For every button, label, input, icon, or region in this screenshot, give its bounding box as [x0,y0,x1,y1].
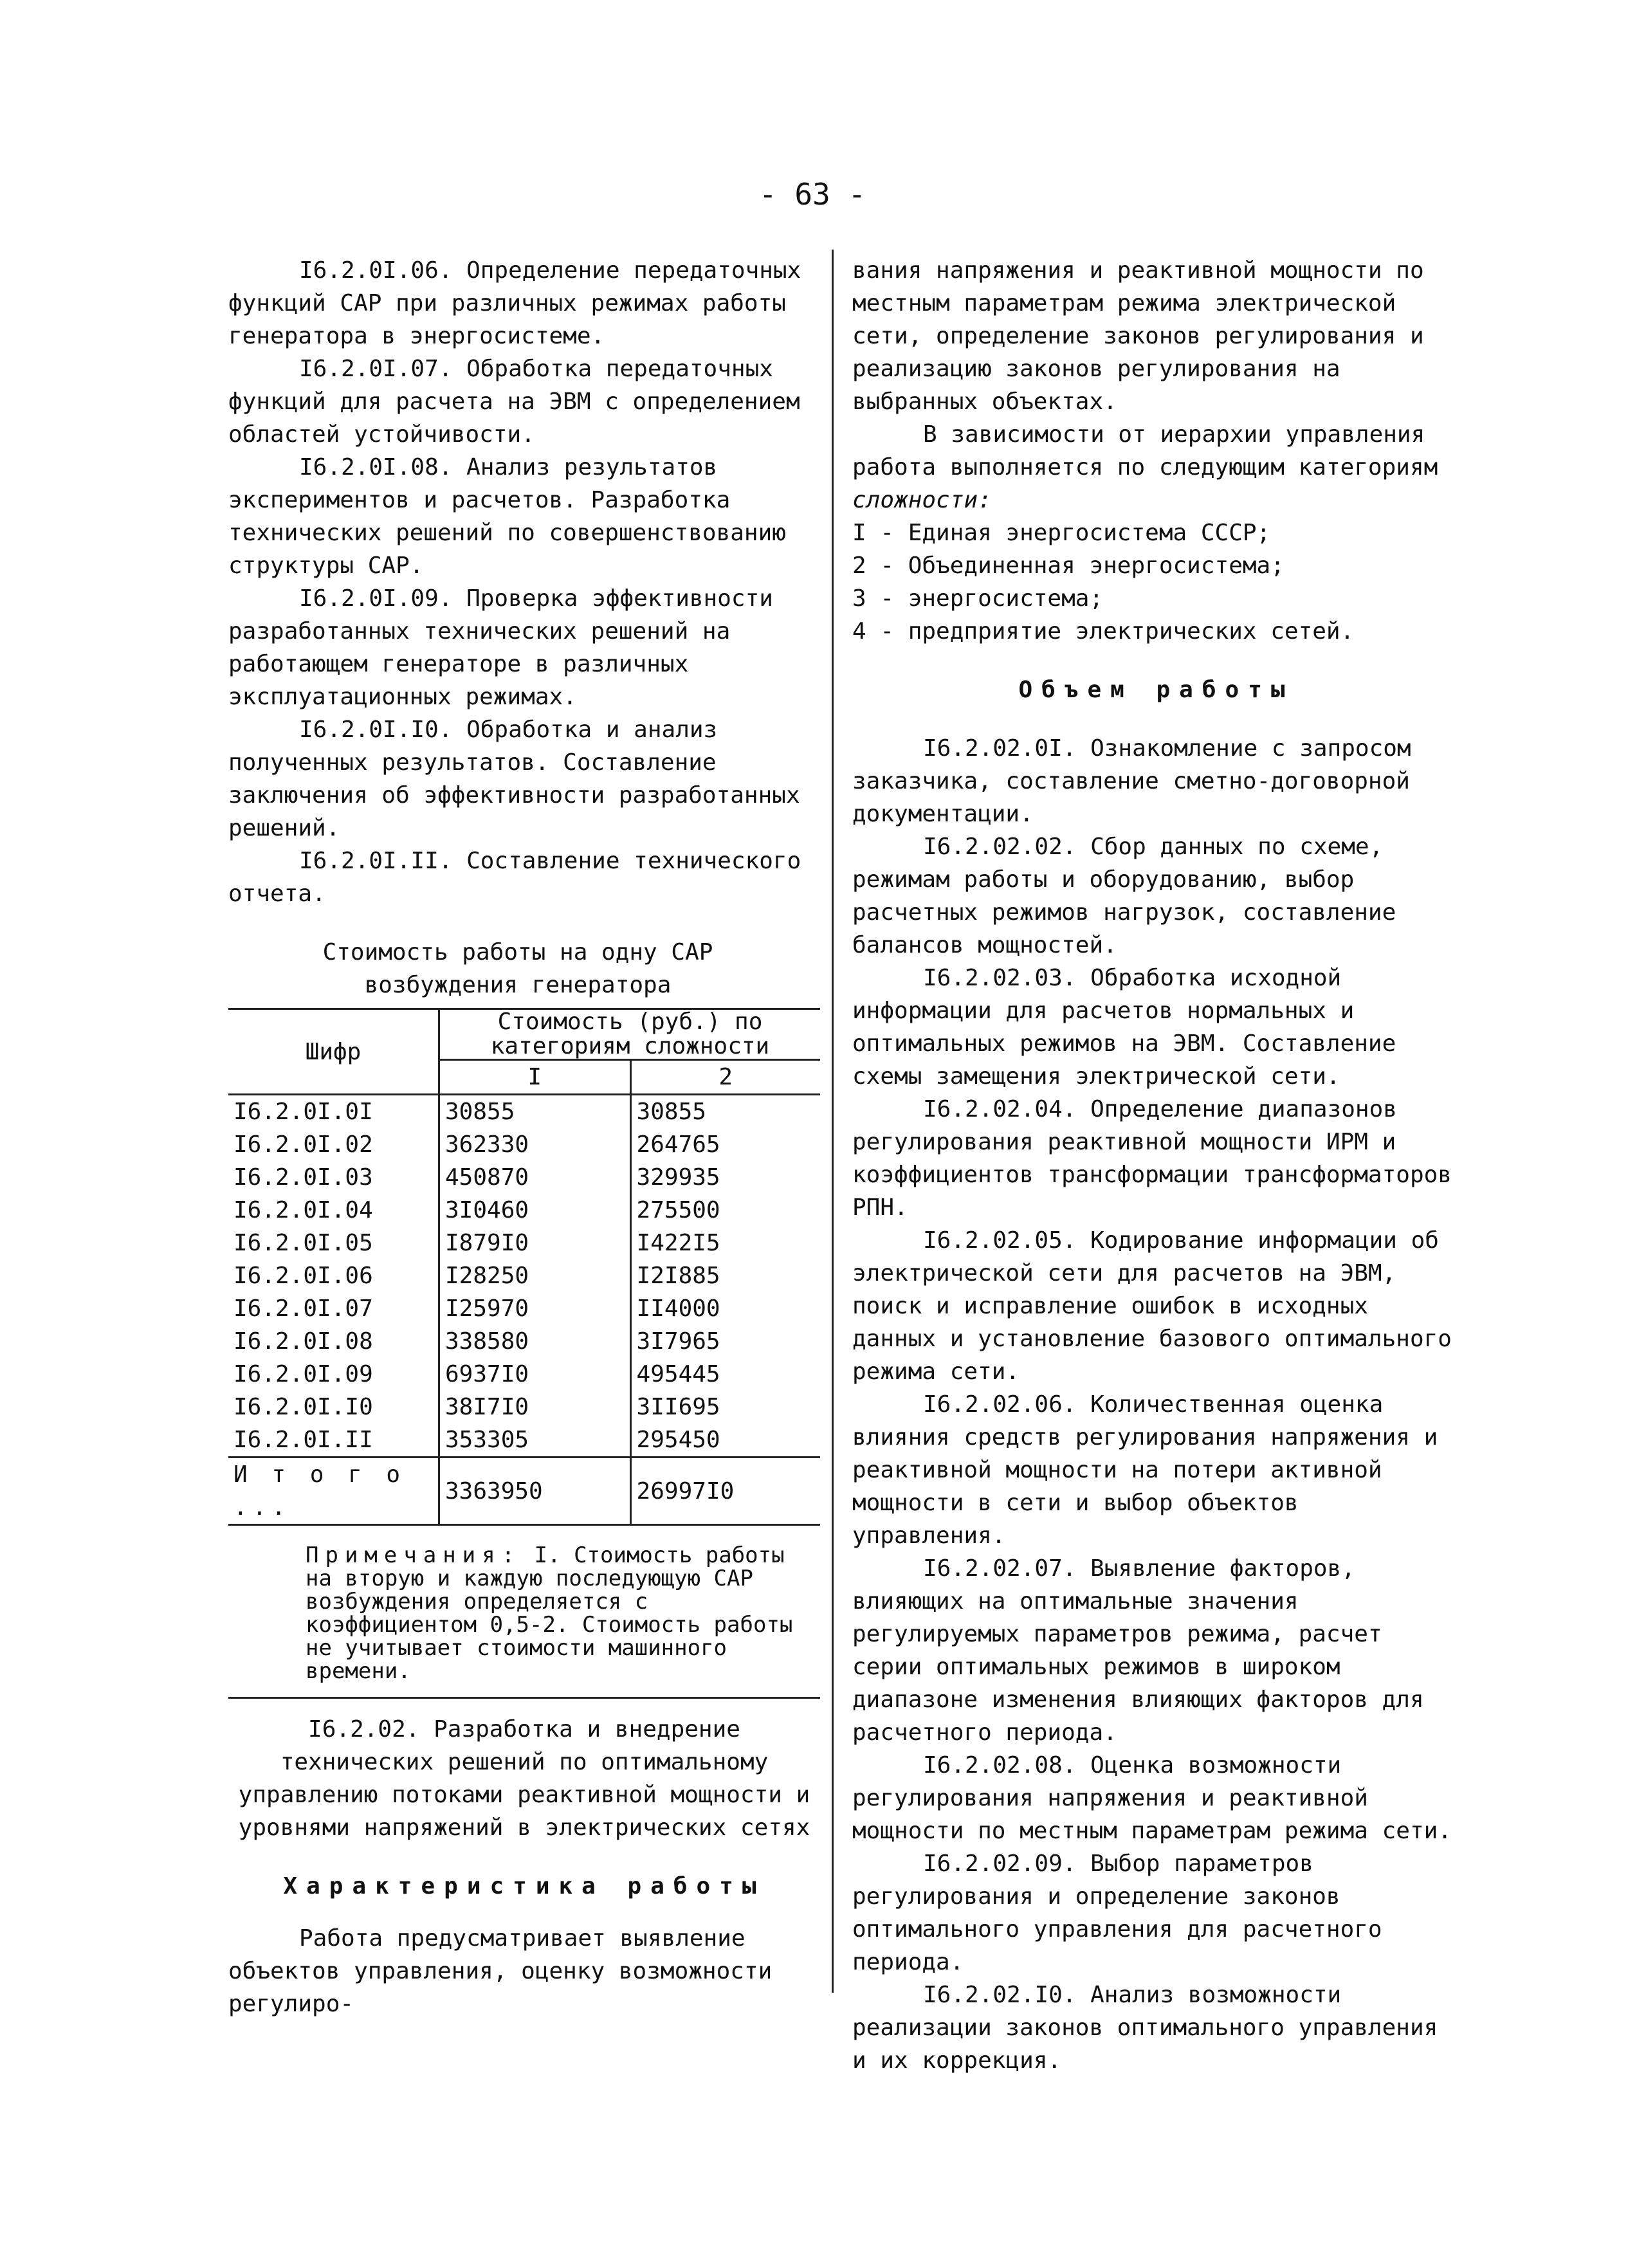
row-cat-1: 38I7I0 [439,1391,631,1423]
row-cat-2: I422I5 [630,1227,820,1259]
item-16-2-02-10: I6.2.02.I0. Анализ возможности реализации законов оптимального управления и их коррекция. [852,1982,1438,2074]
item-16-2-02-04: I6.2.02.04. Определение диапазонов регулирования реактивной мощности ИРМ и коэффициентов трансформации трансформаторов РПН. [852,1096,1452,1221]
total-label: И т о г о ... [233,1461,406,1521]
total-cat-1: 3363950 [439,1458,631,1525]
continuation-text: вания напряжения и реактивной мощности по местным параметрам режима электрической сети, определение законов регулирования и реализацию законов регулирования на выбранных объектах. [852,257,1424,415]
section-title: I6.2.02. Разработка и внедрение технических решений по оптимальному управлению потоками реактивной мощности и уровнями напряжений в электрических сетях [238,1716,810,1841]
item-16-2-01-07: I6.2.0I.07. Обработка передаточных функций для расчета на ЭВМ с определением областей устойчивости. [228,356,800,448]
category-3: 3 - энергосистема; [852,585,1104,612]
row-cat-1: 30855 [439,1095,631,1129]
left-column [228,254,820,2020]
item-16-2-01-06: I6.2.0I.06. Определение передаточных функций САР при различных режимах работы генератора в энергосистеме. [228,257,801,349]
row-code: I6.2.0I.02 [233,1131,373,1158]
table-row [228,1423,820,1458]
col-header-cat-2: 2 [630,1060,820,1095]
hierarchy-intro-text: В зависимости от иерархии управления работа выполняется по следующим категориям [852,421,1438,480]
row-cat-1: I28250 [439,1259,631,1292]
row-code: I6.2.0I.03 [233,1164,373,1191]
item-16-2-01-09: I6.2.0I.09. Проверка эффективности разработанных технических решений на работающем генераторе в различных эксплуатационных режимах. [228,585,773,710]
row-cat-2: 3II695 [630,1391,820,1423]
total-cat-2: 26997I0 [630,1458,820,1525]
row-cat-1: 3I0460 [439,1194,631,1227]
right-column [852,254,1460,2077]
table-row [228,1292,820,1325]
item-16-2-01-11: I6.2.0I.II. Составление технического отчета. [228,848,801,907]
table-row [228,1128,820,1161]
note-divider [228,1697,820,1699]
column-divider [832,250,834,1993]
row-cat-2: 495445 [630,1358,820,1391]
item-16-2-02-03: I6.2.02.03. Обработка исходной информации для расчетов нормальных и оптимальных режимов на ЭВМ. Составление схемы замещения электрической сети. [852,965,1396,1090]
table-row [228,1259,820,1292]
row-cat-2: 3I7965 [630,1325,820,1358]
row-code: I6.2.0I.08 [233,1328,373,1355]
row-code: I6.2.0I.0I [233,1099,373,1125]
table-row [228,1194,820,1227]
row-cat-2: 329935 [630,1161,820,1194]
table-row [228,1358,820,1391]
row-cat-1: 362330 [439,1128,631,1161]
item-16-2-01-10: I6.2.0I.I0. Обработка и анализ полученных результатов. Составление заключения об эффективности разработанных решений. [228,717,800,841]
row-cat-1: I879I0 [439,1227,631,1259]
item-16-2-02-05: I6.2.02.05. Кодирование информации об электрической сети для расчетов на ЭВМ, поиск и исправление ошибок в исходных данных и установление базового оптимального режима сети. [852,1227,1452,1385]
hierarchy-intro [852,418,1460,517]
row-cat-2: I2I885 [630,1259,820,1292]
table-row [228,1325,820,1358]
row-code: I6.2.0I.04 [233,1197,373,1223]
item-16-2-02-02: I6.2.02.02. Сбор данных по схеме, режимам работы и оборудованию, выбор расчетных режимов нагрузок, составление балансов мощностей. [852,834,1396,958]
item-16-2-02-07: I6.2.02.07. Выявление факторов, влияющих на оптимальные значения регулируемых параметров режима, расчет серии оптимальных режимов в широком диапазоне изменения влияющих факторов для расчетного периода. [852,1555,1424,1746]
item-16-2-02-09: I6.2.02.09. Выбор параметров регулирования и определение законов оптимального управления для расчетного периода. [852,1851,1382,1975]
row-cat-2: 264765 [630,1128,820,1161]
row-code: I6.2.0I.09 [233,1361,373,1387]
hierarchy-intro-italic: сложности: [852,487,992,513]
row-cat-2: 30855 [630,1095,820,1129]
table-row [228,1161,820,1194]
row-code: I6.2.0I.I0 [233,1394,373,1420]
table-row [228,1095,820,1129]
category-1: I - Единая энергосистема СССР; [852,520,1271,546]
col-header-code: Шифр [305,1038,361,1065]
row-code: I6.2.0I.II [233,1427,373,1453]
row-cat-1: I25970 [439,1292,631,1325]
item-16-2-02-01: I6.2.02.0I. Ознакомление с запросом заказчика, составление сметно-договорной документации. [852,735,1411,827]
table-row [228,1227,820,1259]
item-16-2-02-08: I6.2.02.08. Оценка возможности регулирования напряжения и реактивной мощности по местным параметрам режима сети. [852,1752,1452,1844]
page-number: - 63 - [759,177,866,212]
table-row [228,1391,820,1423]
row-code: I6.2.0I.05 [233,1230,373,1256]
item-16-2-02-06: I6.2.02.06. Количественная оценка влияния средств регулирования напряжения и реактивной мощности на потери активной мощности в сети и выбор объектов управления. [852,1391,1438,1549]
row-cat-1: 338580 [439,1325,631,1358]
item-16-2-01-08: I6.2.0I.08. Анализ результатов экспериментов и расчетов. Разработка технических решений по совершенствованию структуры САР. [228,454,786,579]
note-text: I. Стоимость работы на вторую и каждую последующую САР возбуждения определяется с коэффициентом 0,5-2. Стоимость работы не учитывает стоимости машинного времени. [306,1542,793,1684]
volume-heading: Объем работы [1018,677,1294,703]
table-title: Стоимость работы на одну САР возбуждения генератора [322,939,713,998]
row-cat-2: 275500 [630,1194,820,1227]
characteristic-text: Работа предусматривает выявление объектов управления, оценку возможности регулиро- [228,1925,773,2017]
col-header-cost: Стоимость (руб.) по категориям сложности [439,1009,821,1060]
category-2: 2 - Объединенная энергосистема; [852,553,1285,579]
row-code: I6.2.0I.06 [233,1263,373,1289]
note-label: Примечания: [306,1542,522,1568]
row-code: I6.2.0I.07 [233,1295,373,1322]
row-cat-1: 353305 [439,1423,631,1458]
col-header-cat-1: I [439,1060,631,1095]
cost-table [228,1008,820,1526]
row-cat-1: 450870 [439,1161,631,1194]
category-4: 4 - предприятие электрических сетей. [852,618,1355,645]
characteristic-heading: Характеристика работы [283,1873,765,1899]
row-cat-2: 295450 [630,1423,820,1458]
row-cat-1: 6937I0 [439,1358,631,1391]
table-note [306,1544,820,1683]
row-cat-2: II4000 [630,1292,820,1325]
